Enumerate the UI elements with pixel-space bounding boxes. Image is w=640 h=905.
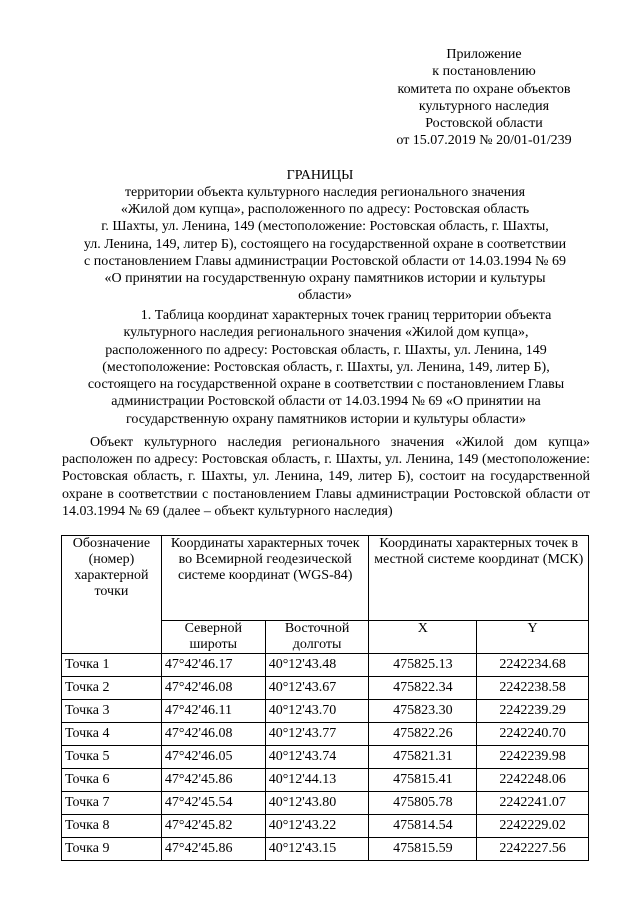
cell-point: Точка 9 xyxy=(62,838,162,861)
header-msk: Координаты характерных точек в местной системе координат (МСК) xyxy=(369,536,589,621)
cell-x: 475823.30 xyxy=(369,700,477,723)
appendix-line: комитета по охране объектов xyxy=(397,81,571,97)
cell-latitude: 47°42'46.11 xyxy=(161,700,265,723)
cell-point: Точка 7 xyxy=(62,792,162,815)
cell-y: 2242229.02 xyxy=(477,815,589,838)
cell-longitude: 40°12'43.80 xyxy=(265,792,369,815)
cell-x: 475814.54 xyxy=(369,815,477,838)
subtitle-line: «О принятии на государственную охрану памятников истории и культуры xyxy=(104,271,546,287)
table-header-row xyxy=(62,536,589,621)
subtitle-line: г. Шахты, ул. Ленина, 149 (местоположение: Ростовская область, г. Шахты, xyxy=(101,219,549,235)
cell-point: Точка 5 xyxy=(62,746,162,769)
table-row xyxy=(62,792,589,815)
cell-y: 2242239.29 xyxy=(477,700,589,723)
object-description: Объект культурного наследия регионального значения «Жилой дом купца» расположен по адресу: Ростовская область, г. Шахты, ул. Ленина, 149 (местоположение: Ростовская область, г. Шахты, ул. Ленина, 149, литер Б), состоит на государственной охране в соответствии с постановлением Главы администрации Ростовской области от 14.03.1994 № 69 (далее – объект культурного наследия) xyxy=(62,435,590,519)
cell-longitude: 40°12'43.70 xyxy=(265,700,369,723)
header-north: Северной широты xyxy=(161,621,265,654)
appendix-line: Ростовской области xyxy=(425,116,543,132)
table-row xyxy=(62,700,589,723)
appendix-line: к постановлению xyxy=(432,64,536,80)
cell-x: 475825.13 xyxy=(369,654,477,677)
cell-x: 475821.31 xyxy=(369,746,477,769)
cell-point: Точка 2 xyxy=(62,677,162,700)
cell-longitude: 40°12'43.77 xyxy=(265,723,369,746)
section-line: администрации Ростовской области от 14.03.1994 № 69 «О принятии на xyxy=(111,394,541,410)
appendix-line: Приложение xyxy=(446,47,522,62)
cell-longitude: 40°12'44.13 xyxy=(265,769,369,792)
table-row xyxy=(62,677,589,700)
subtitle-line: с постановлением Главы администрации Ростовской области от 14.03.1994 № 69 xyxy=(84,253,566,269)
table-row xyxy=(62,654,589,677)
appendix-line: культурного наследия xyxy=(418,98,550,114)
cell-latitude: 47°42'45.86 xyxy=(161,838,265,861)
cell-latitude: 47°42'45.86 xyxy=(161,769,265,792)
document-title: ГРАНИЦЫ xyxy=(286,168,354,183)
cell-y: 2242239.98 xyxy=(477,746,589,769)
cell-latitude: 47°42'45.82 xyxy=(161,815,265,838)
cell-longitude: 40°12'43.74 xyxy=(265,746,369,769)
cell-point: Точка 1 xyxy=(62,654,162,677)
cell-longitude: 40°12'43.15 xyxy=(265,838,369,861)
cell-y: 2242241.07 xyxy=(477,792,589,815)
appendix-block xyxy=(372,46,596,150)
table-row xyxy=(62,838,589,861)
cell-longitude: 40°12'43.67 xyxy=(265,677,369,700)
cell-y: 2242240.70 xyxy=(477,723,589,746)
document-subtitle xyxy=(60,184,590,304)
cell-y: 2242227.56 xyxy=(477,838,589,861)
section-line: (местоположение: Ростовская область, г. Шахты, ул. Ленина, 149, литер Б), xyxy=(102,359,550,375)
cell-latitude: 47°42'46.05 xyxy=(161,746,265,769)
subtitle-line: территории объекта культурного наследия регионального значения xyxy=(124,185,526,200)
table-row xyxy=(62,815,589,838)
cell-latitude: 47°42'46.17 xyxy=(161,654,265,677)
section-line: 1. Таблица координат характерных точек границ территории объекта xyxy=(140,308,552,323)
header-x: X xyxy=(369,621,477,654)
section-heading xyxy=(62,307,590,428)
cell-x: 475815.41 xyxy=(369,769,477,792)
cell-latitude: 47°42'45.54 xyxy=(161,792,265,815)
cell-x: 475822.34 xyxy=(369,677,477,700)
table-row xyxy=(62,723,589,746)
section-line: государственную охрану памятников истории и культуры области» xyxy=(126,411,526,427)
cell-longitude: 40°12'43.22 xyxy=(265,815,369,838)
table-row xyxy=(62,769,589,792)
header-designation: Обозначение (номер) характерной точки xyxy=(62,536,162,654)
cell-y: 2242238.58 xyxy=(477,677,589,700)
cell-latitude: 47°42'46.08 xyxy=(161,677,265,700)
cell-x: 475822.26 xyxy=(369,723,477,746)
coordinates-table xyxy=(61,535,589,861)
subtitle-line: ул. Ленина, 149, литер Б), состоящего на государственной охране в соответствии xyxy=(83,236,567,252)
cell-x: 475805.78 xyxy=(369,792,477,815)
cell-x: 475815.59 xyxy=(369,838,477,861)
table-row xyxy=(62,746,589,769)
section-line: состоящего на государственной охране в соответствии с постановлением Главы xyxy=(87,377,565,393)
section-line: культурного наследия регионального значения «Жилой дом купца», xyxy=(123,325,529,341)
cell-point: Точка 6 xyxy=(62,769,162,792)
header-east: Восточной долготы xyxy=(265,621,369,654)
cell-y: 2242234.68 xyxy=(477,654,589,677)
subtitle-line: «Жилой дом купца», расположенного по адресу: Ростовская область xyxy=(120,202,530,218)
cell-y: 2242248.06 xyxy=(477,769,589,792)
cell-longitude: 40°12'43.48 xyxy=(265,654,369,677)
cell-point: Точка 3 xyxy=(62,700,162,723)
section-line: расположенного по адресу: Ростовская область, г. Шахты, ул. Ленина, 149 xyxy=(105,342,547,358)
subtitle-line: области» xyxy=(298,288,352,304)
header-wgs: Координаты характерных точек во Всемирной геодезической системе координат (WGS-84) xyxy=(161,536,369,621)
header-y: Y xyxy=(477,621,589,654)
cell-latitude: 47°42'46.08 xyxy=(161,723,265,746)
cell-point: Точка 4 xyxy=(62,723,162,746)
cell-point: Точка 8 xyxy=(62,815,162,838)
appendix-line: от 15.07.2019 № 20/01-01/239 xyxy=(396,133,572,149)
